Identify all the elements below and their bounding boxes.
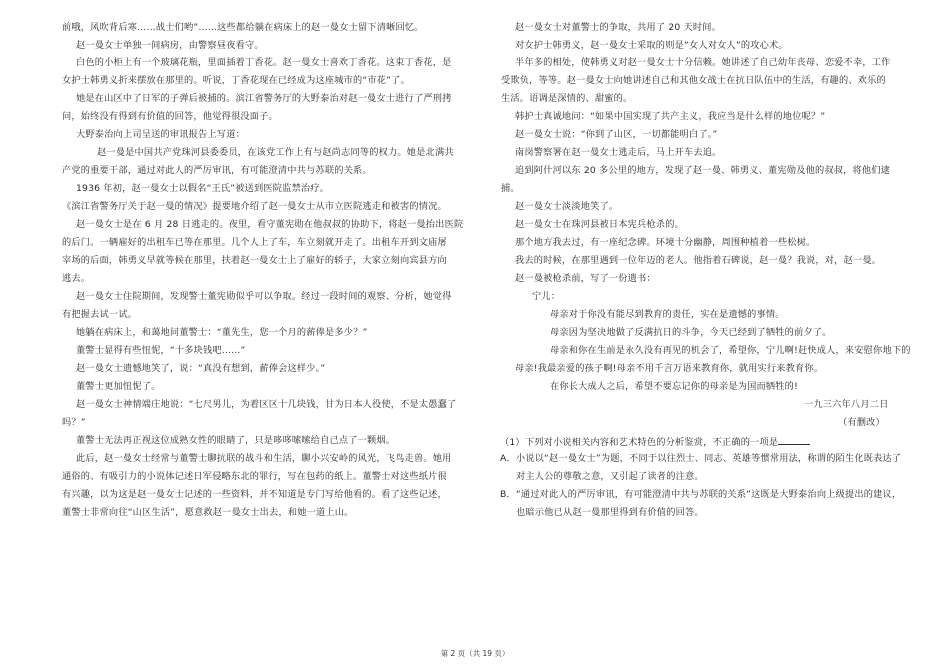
text-line: 捕。 [501,183,520,194]
text-line: 受欺负，等等。赵一曼女士向她讲述自己和其他女战士在抗日队伍中的生活，有趣的、欢乐的 [501,75,886,86]
text-line: 我去的时候，在那里遇到一位年迈的老人。他指着石碑说，赵一曼？我说，对，赵一曼。 [515,255,882,266]
text-line: 赵一曼女士住院期间，发现警士董宪勋似乎可以争取。经过一段时间的观察、分析，她觉得 [76,291,452,302]
option-b: B．“通过对此人的严厉审讯，有可能澄清中共与苏联的关系”这既是大野泰治向上级提出的建议， [500,489,902,500]
text-line: 赵一曼女士在珠河县被日本宪兵枪杀的。 [515,219,684,230]
text-line: 对主人公的尊敬之意，又引起了读者的注意。 [516,471,704,482]
text-line: 母亲因为坚决地做了反满抗日的斗争，今天已经到了牺牲的前夕了。 [550,327,832,338]
text-line: 有把握去试一试。 [62,309,138,320]
text-line: 董警士更加忸怩了。 [76,381,161,392]
text-line: 赵一曼女士神情端庄地说：“七尺男儿，为着区区十几块钱，甘为日本人役使，不是太愚蠢了 [76,399,457,410]
text-line: 赵一曼女士对董警士的争取，共用了 20 天时间。 [515,22,722,33]
text-line: 对女护士韩勇义，赵一曼女士采取的则是“女人对女人”的攻心术。 [515,40,788,51]
option-a: A．小说以“赵一曼女士”为题，不同于以往烈士、同志、英雄等惯常用法，称谓的陌生化既表达了 [500,453,902,464]
text-line: 母亲对于你没有能尽到教育的责任，实在是遗憾的事情。 [550,309,785,320]
text-line: 生活。语调是深情的、甜蜜的。 [501,93,633,104]
text-line: 赵一曼女士淡淡地笑了。 [515,201,619,212]
text-line: 母亲!我最亲爱的孩子啊!母亲不用千言万语来教育你，就用实行来教育你。 [515,363,824,374]
text-line: 赵一曼女士说：“你到了山区，一切都能明白了。” [515,129,718,140]
text-line: 前哦，风吹背后寒……战士们哟”……这些都给躺在病床上的赵一曼女士留下清晰回忆。 [62,22,424,33]
text-line: 那个地方我去过，有一座纪念碑。环境十分幽静，周围种植着一些松树。 [515,237,816,248]
text-line: 董警士非常向往“山区生活”，愿意救赵一曼女士出去，和她一道上山。 [62,507,354,518]
question-text: （1）下列对小说相关内容和艺术特色的分析鉴赏，不正确的一项是 [500,437,779,448]
text-line: 宁儿： [532,291,561,302]
text-line: 宰场的后面，韩勇义早就等候在那里，扶着赵一曼女士上了雇好的轿子，大家立刻向宾县方向 [62,255,447,266]
text-line: 追到阿什河以东 20 多公里的地方，发现了赵一曼、韩勇义、董宪勋及他的叔叔，将他们逮 [515,165,891,176]
text-line: 《滨江省警务厅关于赵一曼的情况》提要地介绍了赵一曼女士从市立医院逃走和被害的情况。 [62,201,447,212]
text-line: 董警士无法再正视这位成熟女性的眼睛了，只是哆哆嗦嗦给自己点了一颗烟。 [76,435,396,446]
text-line: 赵一曼是中国共产党珠河县委委员，在该党工作上有与赵尚志同等的权力。她是北满共 [97,147,454,158]
text-line: 她是在山区中了日军的子弹后被捕的。滨江省警务厅的大野泰治对赵一曼女士进行了严刑拷 [76,93,452,104]
text-line: （有删改） [838,417,885,428]
text-line: 母亲和你在生前是永久没有再见的机会了，希望你，宁儿啊!赶快成人，来安慰你地下的 [550,345,911,356]
text-line: 女护士韩勇义折来摆放在那里的。听说，丁香花现在已经成为这座城市的“市花”了。 [62,75,410,86]
text-line: 通俗的、有吸引力的小说体记述日军侵略东北的罪行，写在包药的纸上。董警士对这些纸片很 [62,471,447,482]
text-line: 吗？” [62,417,86,428]
text-line: 此后，赵一曼女士经常与董警士聊抗联的战斗和生活，聊小兴安岭的风光，飞鸟走兽。她用 [76,453,452,464]
text-line: 韩护士真诚地问：“如果中国实现了共产主义，我应当是什么样的地位呢？” [515,111,826,122]
text-line: 大野泰治向上司呈送的审讯报告上写道： [76,129,245,140]
text-line: 在你长大成人之后，希望不要忘记你的母亲是为国而牺牲的! [550,381,798,392]
question-stem [500,435,810,449]
text-line: 赵一曼女士单独一间病房，由警察昼夜看守。 [76,40,264,51]
text-line: 问，始终没有得到有价值的回答，他觉得很没面子。 [62,111,278,122]
text-line: 也暗示他已从赵一曼那里得到有价值的回答。 [516,507,704,518]
text-line: 赵一曼女士是在 6 月 28 日逃走的。夜里，看守董宪勋在他叔叔的协助下，将赵一曼抬出医院 [76,219,464,230]
page-footer: 第 2 页（共 19 页） [440,649,510,658]
text-line: 一九三六年八月二日 [804,399,889,410]
text-line: 白色的小柜上有一个玻璃花瓶，里面插着丁香花。赵一曼女士喜欢丁香花。这束丁香花，是 [76,57,452,68]
text-line: 赵一曼女士遗憾地笑了，说：“真没有想到，薪俸会这样少。” [76,363,326,374]
text-line: 半年多的相处，使韩勇义对赵一曼女士十分信赖。她讲述了自己幼年丧母、恋爱不幸，工作 [515,57,891,68]
text-line: 1936 年初，赵一曼女士以假名“王氏”被送到医院监禁治疗。 [76,183,330,194]
text-line: 她躺在病床上，和蔼地问董警士：“董先生，您一个月的薪俸是多少？” [76,327,368,338]
text-line: 南岗警察署在赵一曼女士逃走后，马上开车去追。 [515,147,722,158]
text-line: 董警士显得有些忸怩，“十多块钱吧……” [76,345,246,356]
text-line: 逃去。 [62,273,91,284]
answer-blank[interactable] [778,435,810,445]
text-line: 的后门。一辆雇好的出租车已等在那里。几个人上了车，车立刻就开走了。出租车开到文庙屠 [62,237,447,248]
text-line: 赵一曼被枪杀前，写了一份遗书： [515,273,656,284]
text-line: 有兴趣，以为这是赵一曼女士记述的一些资料，并不知道是专门写给他看的。看了这些记述， [62,489,447,500]
text-line: 产党的重要干部，通过对此人的严厉审讯，有可能澄清中共与苏联的关系。 [62,165,372,176]
